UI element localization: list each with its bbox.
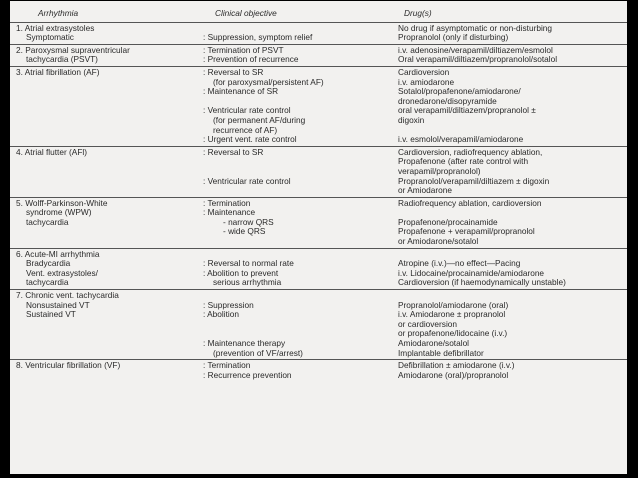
table-row [10, 248, 627, 289]
cell-line: 4. Atrial flutter (AFl) [16, 146, 88, 157]
cell-line: : Ventricular rate control [203, 175, 291, 186]
cell-line: : Maintenance therapy [203, 338, 286, 348]
cell-arrhythmia [10, 248, 203, 289]
cell-line: Vent. extrasystoles/ [26, 267, 98, 278]
cell-line: (for paroxysmal/persistent AF) [213, 76, 324, 87]
cell-clinical-objective [203, 44, 394, 66]
cell-arrhythmia [10, 360, 203, 382]
cell-line: i.v. amiodarone [398, 76, 455, 87]
cell-line: 8. Ventricular fibrillation (VF) [16, 360, 121, 371]
cell-line: i.v. Amiodarone ± propranolol [398, 309, 506, 320]
cell-clinical-objective [203, 22, 394, 44]
table-row [10, 290, 627, 360]
cell-line: Radiofrequency ablation, cardioversion [398, 197, 542, 208]
cell-line: 7. Chronic vent. tachycardia [16, 290, 119, 301]
cell-line: i.v. adenosine/verapamil/diltiazem/esmolol [398, 44, 553, 55]
table-row [10, 360, 627, 382]
cell-line: : Termination [203, 360, 251, 371]
table-header-row [10, 9, 627, 22]
cell-line: 1. Atrial extrasystoles [16, 22, 95, 33]
document-page [10, 1, 627, 474]
cell-line: 6. Acute-MI arrhythmia [16, 248, 100, 259]
cell-line: : Reversal to normal rate [203, 258, 294, 269]
cell-line: 5. Wolff-Parkinson-White [16, 197, 108, 208]
cell-line: Bradycardia [26, 258, 71, 269]
cell-line: : Ventricular rate control [203, 105, 291, 116]
cell-line: Defibrillation ± amiodarone (i.v.) [398, 360, 515, 371]
cell-drugs [394, 146, 627, 197]
header-clinical-objective: Clinical objective [203, 9, 394, 22]
cell-line: Propranolol/amiodarone (oral) [398, 299, 509, 310]
cell-line: or cardioversion [398, 318, 458, 329]
cell-line: Propranolol/verapamil/diltiazem ± digoxin [398, 175, 550, 186]
table-row [10, 66, 627, 146]
cell-clinical-objective [203, 197, 394, 248]
cell-arrhythmia [10, 44, 203, 66]
cell-clinical-objective [203, 290, 394, 360]
cell-line: - narrow QRS [223, 216, 274, 227]
cell-drugs [394, 197, 627, 248]
cell-arrhythmia [10, 290, 203, 360]
cell-line: Symptomatic [26, 32, 74, 43]
cell-clinical-objective [203, 248, 394, 289]
cell-line: Nonsustained VT [26, 299, 90, 310]
cell-line: 3. Atrial fibrillation (AF) [16, 66, 100, 77]
cell-line: : Reversal to SR [203, 146, 264, 157]
cell-arrhythmia [10, 66, 203, 146]
cell-line: : Suppression, symptom relief [203, 32, 313, 43]
cell-arrhythmia [10, 197, 203, 248]
cell-line: Amiodarone (oral)/propranolol [398, 369, 509, 380]
cell-line: - wide QRS [223, 226, 266, 237]
cell-line: : Abolition to prevent [203, 267, 279, 278]
cell-arrhythmia [10, 146, 203, 197]
cell-line: Sotalol/propafenone/amiodarone/ [398, 86, 521, 97]
cell-drugs [394, 248, 627, 289]
cell-drugs [394, 22, 627, 44]
cell-drugs [394, 360, 627, 382]
cell-line: : Termination [203, 197, 251, 208]
antiarrhythmic-drug-table [10, 9, 627, 381]
cell-line: Cardioversion, radiofrequency ablation, [398, 146, 543, 157]
table-row [10, 44, 627, 66]
cell-line: Amiodarone/sotalol [398, 338, 470, 348]
table-row [10, 197, 627, 248]
cell-line: : Urgent vent. rate control [203, 134, 297, 145]
cell-line: : Maintenance of SR [203, 86, 279, 97]
cell-line: i.v. Lidocaine/procainamide/amiodarone [398, 267, 545, 278]
cell-line: : Abolition [203, 309, 239, 320]
cell-line: serious arrhythmia [213, 277, 282, 288]
cell-line: recurrence of AF) [213, 124, 278, 135]
cell-line: tachycardia [26, 216, 69, 227]
cell-line: or propafenone/lidocaine (i.v.) [398, 328, 508, 339]
cell-line: (for permanent AF/during [213, 114, 306, 125]
cell-line: (prevention of VF/arrest) [213, 347, 303, 358]
cell-line: Oral verapamil/diltiazem/propranolol/sotalol [398, 54, 558, 65]
cell-line: tachycardia [26, 277, 69, 288]
table-row [10, 22, 627, 44]
cell-line [203, 157, 392, 167]
cell-drugs [394, 44, 627, 66]
cell-line: : Suppression [203, 299, 254, 310]
cell-line: tachycardia (PSVT) [26, 54, 98, 65]
cell-line: Cardioversion [398, 66, 450, 77]
table-row [10, 146, 627, 197]
table-body [10, 22, 627, 381]
cell-line: : Maintenance [203, 207, 256, 218]
cell-line: : Recurrence prevention [203, 369, 292, 380]
cell-line: dronedarone/disopyramide [398, 95, 497, 106]
cell-line [203, 320, 392, 330]
cell-line: Propafenone/procainamide [398, 216, 498, 227]
cell-line: or Amiodarone [398, 185, 452, 196]
cell-line: Propafenone + verapamil/propranolol [398, 226, 535, 237]
cell-line: i.v. esmolol/verapamil/amiodarone [398, 134, 524, 145]
cell-line: syndrome (WPW) [26, 207, 92, 218]
cell-line: : Reversal to SR [203, 66, 264, 77]
cell-line: 2. Paroxysmal supraventricular [16, 44, 130, 55]
cell-line: No drug if asymptomatic or non-disturbing [398, 22, 553, 33]
cell-line: Sustained VT [26, 309, 76, 320]
cell-clinical-objective [203, 66, 394, 146]
cell-line: or Amiodarone/sotalol [398, 236, 479, 247]
cell-line: Implantable defibrillator [398, 347, 484, 358]
header-drugs: Drug(s) [394, 9, 627, 22]
cell-line: Propranolol (only if disturbing) [398, 32, 509, 43]
cell-arrhythmia [10, 22, 203, 44]
cell-clinical-objective [203, 360, 394, 382]
cell-line: Atropine (i.v.)—no effect—Pacing [398, 258, 521, 269]
cell-clinical-objective [203, 146, 394, 197]
cell-line: : Prevention of recurrence [203, 54, 299, 65]
cell-line: : Termination of PSVT [203, 44, 284, 55]
cell-line: Propafenone (after rate control with [398, 156, 529, 167]
cell-drugs [394, 66, 627, 146]
cell-drugs [394, 290, 627, 360]
cell-line: digoxin [398, 114, 425, 125]
cell-line: oral verapamil/diltiazem/propranolol ± [398, 105, 536, 116]
cell-line: Cardioversion (if haemodynamically unstable) [398, 277, 566, 288]
cell-line: verapamil/propranolol) [398, 165, 481, 176]
header-arrhythmia: Arrhythmia [10, 9, 203, 22]
